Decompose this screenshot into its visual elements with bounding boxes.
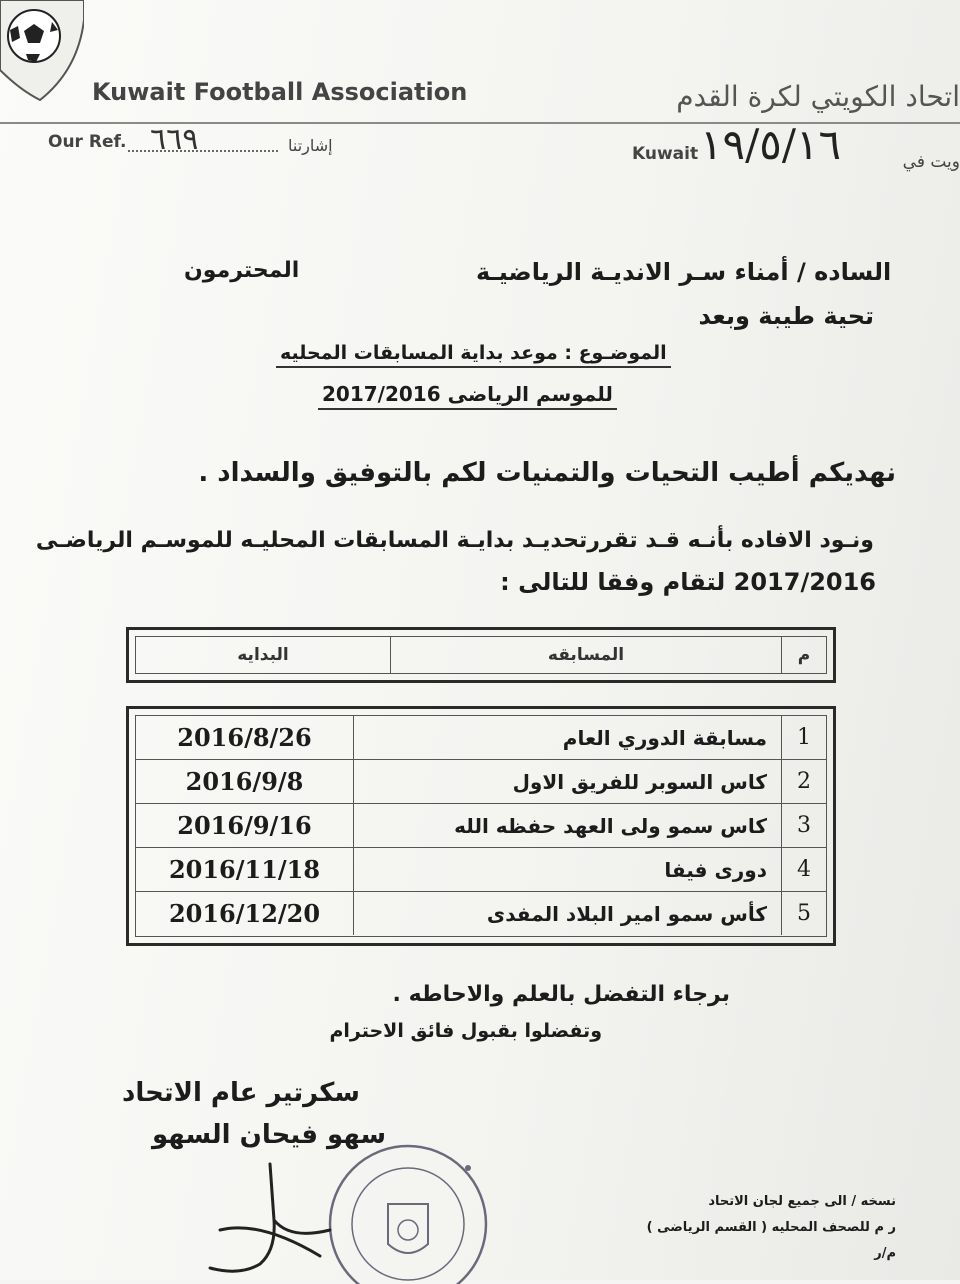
paragraph-greeting: نهديكم أطيب التحيات والتمنيات لكم بالتوفيق والسداد . <box>198 458 896 488</box>
association-stamp-icon <box>318 1134 498 1284</box>
row-competition: مسابقة الدوري العام <box>353 716 781 759</box>
row-num: 4 <box>781 848 826 891</box>
kfa-logo-icon <box>0 0 84 110</box>
row-start-date: 2016/8/26 <box>177 723 312 752</box>
ref-label: Our Ref. <box>48 132 127 152</box>
row-start-date: 2016/9/8 <box>185 767 304 796</box>
copy-line-2: ر م للصحف المحليه ( القسم الرياضى ) <box>646 1220 896 1235</box>
season-line: للموسم الرياضى 2017/2016 <box>318 382 617 410</box>
org-name-en: Kuwait Football Association <box>92 78 468 106</box>
row-start-date: 2016/11/18 <box>168 855 321 884</box>
table-row <box>136 892 826 935</box>
table-header-box <box>126 627 836 683</box>
city-label-ar: ويت في <box>902 152 960 172</box>
row-competition: كاس سمو ولى العهد حفظه الله <box>353 804 781 847</box>
row-num: 3 <box>781 804 826 847</box>
header-start: البدايه <box>237 645 289 665</box>
ref-label-ar: إشارتنا <box>288 136 333 155</box>
header-num: م <box>781 637 826 673</box>
row-num: 2 <box>781 760 826 803</box>
row-num: 1 <box>781 716 826 759</box>
row-start-date: 2016/9/16 <box>177 811 312 840</box>
signature-name: سهو فيحان السهو <box>152 1120 387 1150</box>
signature-title: سكرتير عام الاتحاد <box>122 1078 360 1108</box>
org-name-ar: اتحاد الكويتي لكرة القدم <box>676 80 960 113</box>
greeting: تحية طيبة وبعد <box>698 302 874 330</box>
row-competition: كأس سمو امير البلاد المفدى <box>353 892 781 935</box>
subject-line: الموضـوع : موعد بداية المسابقات المحليه <box>276 342 671 368</box>
copy-line-1: نسخه / الى جميع لجان الاتحاد <box>708 1194 896 1209</box>
city-label: Kuwait <box>632 144 699 164</box>
row-start-date: 2016/12/20 <box>168 899 321 928</box>
respect-word: المحترمون <box>184 258 300 283</box>
paragraph-body-cont: 2017/2016 لتقام وفقا للتالى : <box>500 568 876 596</box>
row-competition: كاس السوبر للفريق الاول <box>353 760 781 803</box>
date-value: ١٩/٥/١٦ <box>700 120 842 169</box>
table-row <box>136 760 826 804</box>
addressee: الساده / أمناء سـر الانديـة الرياضيـة <box>476 258 892 286</box>
ref-value: ٦٦٩ <box>150 122 199 157</box>
table-row <box>136 804 826 848</box>
copy-line-3: م/ر <box>874 1246 896 1261</box>
table-row <box>136 848 826 892</box>
handwritten-signature-icon <box>200 1160 340 1280</box>
closing-line-2: وتفضلوا بقبول فائق الاحترام <box>329 1020 602 1042</box>
closing-line-1: برجاء التفضل بالعلم والاحاطه . <box>392 982 730 1007</box>
row-num: 5 <box>781 892 826 935</box>
competitions-table <box>126 706 836 946</box>
paragraph-body: ونـود الافاده بأنـه قـد تقررتحديـد بدايـة المسابقات المحليـه للموسـم الرياضـى <box>35 528 874 553</box>
row-competition: دورى فيفا <box>353 848 781 891</box>
header-competition: المسابقه <box>390 637 781 673</box>
table-row <box>136 716 826 760</box>
